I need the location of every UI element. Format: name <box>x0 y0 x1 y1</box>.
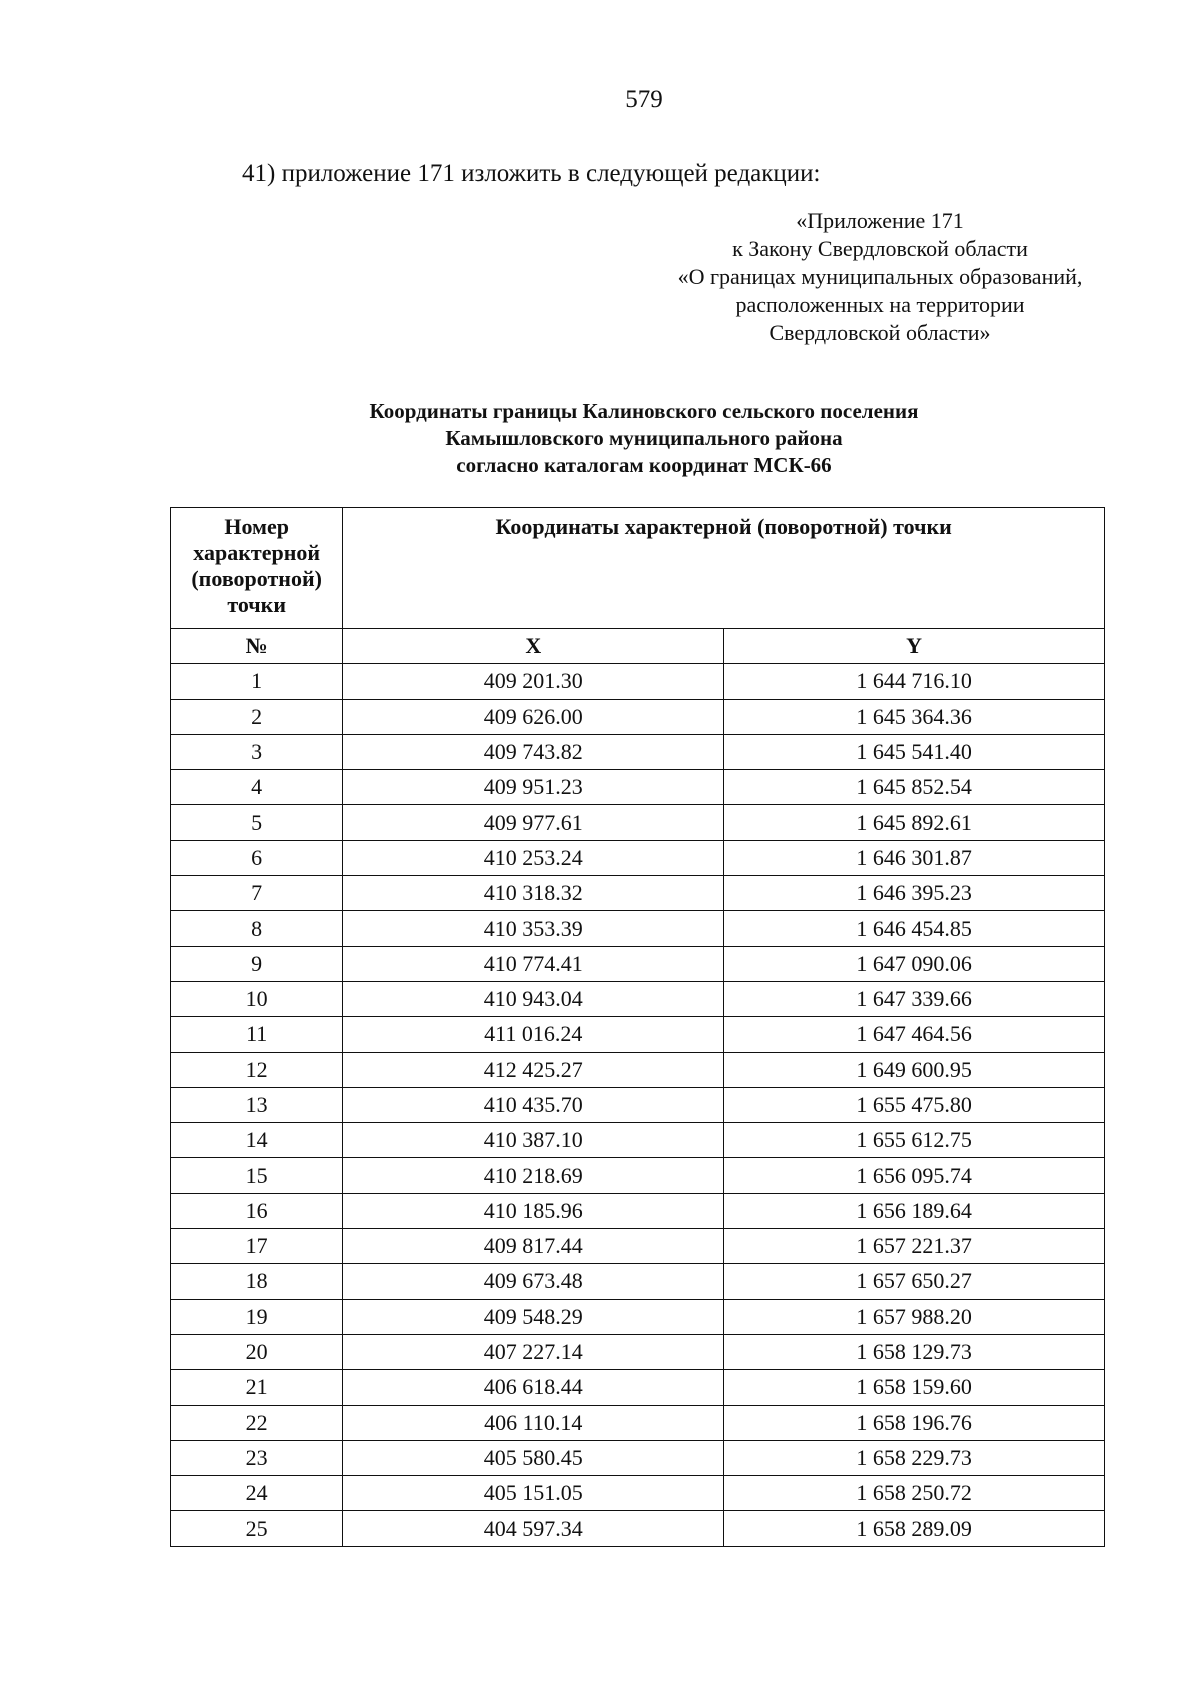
table-header-row <box>171 508 1105 629</box>
cell-y: 1 644 716.10 <box>724 664 1105 699</box>
cell-x: 409 743.82 <box>343 734 724 769</box>
cell-x: 410 353.39 <box>343 911 724 946</box>
cell-y: 1 657 988.20 <box>724 1299 1105 1334</box>
cell-x: 409 673.48 <box>343 1264 724 1299</box>
cell-x: 406 618.44 <box>343 1370 724 1405</box>
cell-x: 409 951.23 <box>343 770 724 805</box>
cell-x: 407 227.14 <box>343 1334 724 1369</box>
cell-y: 1 656 095.74 <box>724 1158 1105 1193</box>
appendix-line: «О границах муниципальных образований, <box>677 264 1083 289</box>
table-row <box>171 1052 1105 1087</box>
cell-y: 1 657 650.27 <box>724 1264 1105 1299</box>
cell-point-number: 18 <box>171 1264 343 1299</box>
cell-point-number: 15 <box>171 1158 343 1193</box>
table-row <box>171 876 1105 911</box>
cell-y: 1 647 090.06 <box>724 946 1105 981</box>
table-row <box>171 1440 1105 1475</box>
cell-y: 1 658 129.73 <box>724 1334 1105 1369</box>
cell-point-number: 7 <box>171 876 343 911</box>
cell-point-number: 12 <box>171 1052 343 1087</box>
cell-point-number: 19 <box>171 1299 343 1334</box>
cell-x: 405 580.45 <box>343 1440 724 1475</box>
cell-y: 1 658 250.72 <box>724 1476 1105 1511</box>
cell-point-number: 23 <box>171 1440 343 1475</box>
cell-y: 1 658 159.60 <box>724 1370 1105 1405</box>
cell-x: 410 218.69 <box>343 1158 724 1193</box>
cell-x: 410 253.24 <box>343 840 724 875</box>
table-row <box>171 1087 1105 1122</box>
subheader-number: № <box>171 629 343 664</box>
cell-y: 1 655 612.75 <box>724 1123 1105 1158</box>
cell-point-number: 10 <box>171 981 343 1016</box>
table-row <box>171 1334 1105 1369</box>
cell-point-number: 3 <box>171 734 343 769</box>
cell-point-number: 25 <box>171 1511 343 1546</box>
cell-x: 409 201.30 <box>343 664 724 699</box>
document-title <box>170 398 1118 479</box>
cell-y: 1 656 189.64 <box>724 1193 1105 1228</box>
cell-y: 1 645 852.54 <box>724 770 1105 805</box>
appendix-line: к Закону Свердловской области <box>732 236 1028 261</box>
table-row <box>171 770 1105 805</box>
header-coordinates: Координаты характерной (поворотной) точки <box>343 508 1105 629</box>
cell-x: 405 151.05 <box>343 1476 724 1511</box>
cell-x: 411 016.24 <box>343 1017 724 1052</box>
cell-y: 1 645 892.61 <box>724 805 1105 840</box>
page-number: 579 <box>625 86 663 113</box>
cell-y: 1 655 475.80 <box>724 1087 1105 1122</box>
appendix-line: «Приложение 171 <box>796 208 964 233</box>
cell-point-number: 4 <box>171 770 343 805</box>
table-row <box>171 805 1105 840</box>
cell-y: 1 646 301.87 <box>724 840 1105 875</box>
table-row <box>171 1476 1105 1511</box>
cell-point-number: 1 <box>171 664 343 699</box>
appendix-line: расположенных на территории <box>735 292 1025 317</box>
cell-y: 1 657 221.37 <box>724 1229 1105 1264</box>
cell-y: 1 646 395.23 <box>724 876 1105 911</box>
table-row <box>171 1017 1105 1052</box>
cell-y: 1 649 600.95 <box>724 1052 1105 1087</box>
subheader-y: Y <box>724 629 1105 664</box>
cell-point-number: 24 <box>171 1476 343 1511</box>
cell-point-number: 8 <box>171 911 343 946</box>
cell-y: 1 645 541.40 <box>724 734 1105 769</box>
intro-text: 41) приложение 171 изложить в следующей редакции: <box>242 160 821 187</box>
cell-point-number: 9 <box>171 946 343 981</box>
cell-x: 409 817.44 <box>343 1229 724 1264</box>
coordinates-table <box>170 507 1105 1547</box>
cell-point-number: 2 <box>171 699 343 734</box>
cell-x: 410 435.70 <box>343 1087 724 1122</box>
table-row <box>171 1405 1105 1440</box>
table-subheader-row <box>171 629 1105 664</box>
table-row <box>171 1158 1105 1193</box>
title-line: Камышловского муниципального района <box>445 426 843 450</box>
cell-point-number: 16 <box>171 1193 343 1228</box>
cell-y: 1 658 229.73 <box>724 1440 1105 1475</box>
subheader-x: X <box>343 629 724 664</box>
cell-y: 1 647 464.56 <box>724 1017 1105 1052</box>
table-row <box>171 664 1105 699</box>
cell-x: 410 387.10 <box>343 1123 724 1158</box>
table-row <box>171 1193 1105 1228</box>
cell-point-number: 20 <box>171 1334 343 1369</box>
table-row <box>171 1370 1105 1405</box>
table-row <box>171 981 1105 1016</box>
table-row <box>171 946 1105 981</box>
cell-point-number: 17 <box>171 1229 343 1264</box>
cell-x: 410 185.96 <box>343 1193 724 1228</box>
cell-point-number: 21 <box>171 1370 343 1405</box>
appendix-line: Свердловской области» <box>769 320 991 345</box>
title-line: согласно каталогам координат МСК-66 <box>456 453 832 477</box>
appendix-reference <box>640 207 1120 347</box>
table-row <box>171 1264 1105 1299</box>
cell-point-number: 11 <box>171 1017 343 1052</box>
title-line: Координаты границы Калиновского сельского поселения <box>369 399 919 423</box>
cell-x: 412 425.27 <box>343 1052 724 1087</box>
cell-x: 410 943.04 <box>343 981 724 1016</box>
table-row <box>171 1123 1105 1158</box>
cell-x: 409 977.61 <box>343 805 724 840</box>
cell-y: 1 658 196.76 <box>724 1405 1105 1440</box>
cell-x: 410 774.41 <box>343 946 724 981</box>
table-row <box>171 1229 1105 1264</box>
table-row <box>171 840 1105 875</box>
cell-y: 1 658 289.09 <box>724 1511 1105 1546</box>
table-row <box>171 734 1105 769</box>
cell-y: 1 645 364.36 <box>724 699 1105 734</box>
cell-point-number: 13 <box>171 1087 343 1122</box>
cell-x: 410 318.32 <box>343 876 724 911</box>
cell-x: 406 110.14 <box>343 1405 724 1440</box>
cell-point-number: 5 <box>171 805 343 840</box>
cell-point-number: 6 <box>171 840 343 875</box>
cell-x: 409 548.29 <box>343 1299 724 1334</box>
cell-x: 404 597.34 <box>343 1511 724 1546</box>
header-point-number: Номер характерной (поворотной) точки <box>171 508 343 629</box>
cell-point-number: 14 <box>171 1123 343 1158</box>
table-row <box>171 1299 1105 1334</box>
table-body <box>171 664 1105 1546</box>
table-row <box>171 911 1105 946</box>
cell-y: 1 646 454.85 <box>724 911 1105 946</box>
table-row <box>171 699 1105 734</box>
cell-point-number: 22 <box>171 1405 343 1440</box>
cell-x: 409 626.00 <box>343 699 724 734</box>
cell-y: 1 647 339.66 <box>724 981 1105 1016</box>
table-row <box>171 1511 1105 1546</box>
